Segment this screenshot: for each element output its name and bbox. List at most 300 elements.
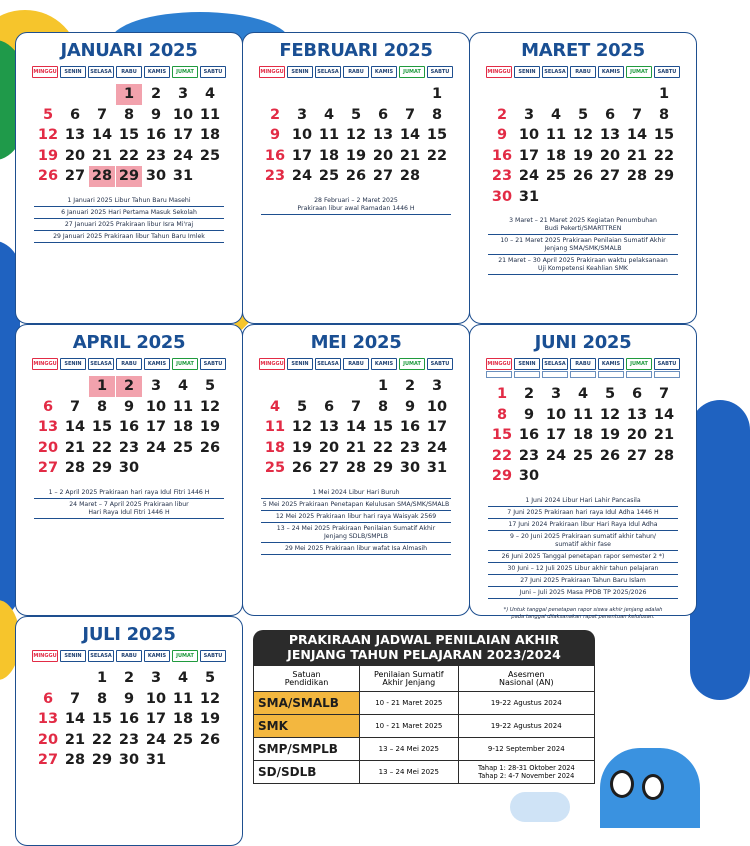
month-card — [15, 324, 243, 616]
day-cell: 5 — [204, 670, 216, 686]
day-cell: 23 — [518, 447, 540, 464]
day-cell: 27 — [372, 168, 394, 184]
weekday-label: JUMAT — [172, 650, 198, 662]
day-cell: 29 — [116, 166, 142, 187]
event-note: 27 Januari 2025 Prakiraan libur Isra Mi'raj — [34, 219, 224, 231]
weekday-label: KAMIS — [598, 358, 624, 370]
weekday-header-row — [16, 66, 242, 78]
day-cell: 25 — [172, 731, 194, 748]
weekday-header-row — [470, 66, 696, 78]
day-cell: 25 — [172, 439, 194, 456]
day-cell: 18 — [318, 147, 340, 164]
day-cell: 6 — [323, 398, 335, 415]
empty-cell — [35, 376, 61, 397]
day-cell: 18 — [264, 439, 286, 456]
day-cell: 12 — [37, 127, 59, 143]
day-cell: 26 — [199, 731, 221, 748]
day-cell: 2 — [123, 670, 135, 686]
day-cell: 16 — [118, 419, 140, 435]
empty-cell — [370, 84, 396, 105]
weekday-label: SELASA — [315, 358, 341, 370]
arabic-weekday-label — [570, 371, 596, 378]
day-cell: 3 — [296, 106, 308, 123]
day-cell: 11 — [545, 127, 567, 143]
weekday-label: SENIN — [60, 650, 86, 662]
weekday-header-row — [16, 650, 242, 662]
empty-cell — [62, 84, 88, 105]
day-cell: 30 — [518, 468, 540, 484]
day-cell: 7 — [69, 398, 81, 415]
arabic-weekday-label — [654, 371, 680, 378]
day-cell: 10 — [172, 106, 194, 123]
day-cell: 11 — [172, 398, 194, 415]
empty-cell — [35, 84, 61, 105]
sumatif-cell: 10 - 21 Maret 2025 — [360, 715, 459, 738]
weekday-label: JUMAT — [399, 66, 425, 78]
empty-cell — [35, 668, 61, 689]
day-cell: 21 — [626, 147, 648, 164]
arabic-weekday-row — [470, 371, 696, 378]
day-cell: 20 — [37, 731, 59, 748]
day-cell: 13 — [37, 711, 59, 727]
day-cell: 12 — [199, 398, 221, 415]
day-cell: 28 — [64, 460, 86, 476]
day-cell: 20 — [599, 147, 621, 164]
day-cell: 18 — [172, 419, 194, 435]
day-cell: 15 — [653, 127, 675, 143]
day-cell: 12 — [291, 419, 313, 435]
day-cell: 11 — [172, 690, 194, 707]
arabic-weekday-label — [626, 371, 652, 378]
event-note: 26 Juni 2025 Tanggal penetapan rapor semester 2 *) — [488, 551, 678, 563]
day-cell: 26 — [599, 447, 621, 464]
weekday-label: MINGGU — [486, 358, 512, 370]
day-cell: 26 — [572, 168, 594, 184]
day-cell: 12 — [599, 406, 621, 423]
day-cell: 11 — [199, 106, 221, 123]
day-cell: 5 — [604, 386, 616, 402]
day-cell: 25 — [199, 147, 221, 164]
day-cell: 6 — [604, 106, 616, 123]
day-cell: 8 — [496, 406, 508, 423]
event-note: 17 Juni 2024 Prakiraan libur Hari Raya Idul Adha — [488, 519, 678, 531]
day-cell: 13 — [37, 419, 59, 435]
day-cell: 10 — [545, 406, 567, 423]
event-notes — [34, 195, 224, 243]
day-cell: 30 — [491, 188, 513, 205]
day-cell: 2 — [523, 386, 535, 402]
event-note: 12 Mei 2025 Prakiraan libur hari raya Waisyak 2569 — [261, 511, 451, 523]
day-cell: 14 — [345, 419, 367, 435]
day-cell: 8 — [377, 398, 389, 415]
day-cell: 23 — [118, 439, 140, 456]
day-cell: 17 — [426, 419, 448, 435]
weekday-label: RABU — [570, 358, 596, 370]
empty-cell — [289, 376, 315, 397]
day-cell: 15 — [91, 711, 113, 727]
day-cell: 31 — [426, 460, 448, 476]
header-satuan: Satuan Pendidikan — [254, 666, 360, 692]
day-cell: 17 — [172, 127, 194, 143]
day-cell: 27 — [318, 460, 340, 476]
day-cell: 24 — [145, 731, 167, 748]
event-note: 6 Januari 2025 Hari Pertama Masuk Sekolah — [34, 207, 224, 219]
month-title: JANUARI 2025 — [60, 40, 198, 61]
event-note: 1 Mei 2024 Libur Hari Buruh — [261, 487, 451, 499]
day-cell: 8 — [431, 106, 443, 123]
day-cell: 14 — [399, 127, 421, 143]
mascot-eye-right — [642, 774, 664, 800]
day-cell: 14 — [91, 127, 113, 143]
day-cell: 16 — [491, 147, 513, 164]
day-cell: 13 — [626, 406, 648, 423]
empty-cell — [489, 84, 515, 105]
day-cell: 21 — [91, 147, 113, 164]
day-cell: 29 — [491, 468, 513, 484]
day-cell: 2 — [404, 378, 416, 394]
empty-cell — [343, 84, 369, 105]
arabic-weekday-label — [486, 371, 512, 378]
event-note: 5 Mei 2025 Prakiraan Penetapan Kelulusan SMA/SMK/SMALB — [261, 499, 451, 511]
day-cell: 28 — [653, 447, 675, 464]
day-cell: 16 — [145, 127, 167, 143]
day-cell: 5 — [296, 398, 308, 415]
month-title: JULI 2025 — [82, 624, 176, 645]
weekday-label: SENIN — [287, 66, 313, 78]
day-cell: 15 — [372, 419, 394, 435]
weekday-label: SABTU — [654, 358, 680, 370]
weekday-header-row — [470, 358, 696, 370]
empty-cell — [89, 84, 115, 105]
weekday-label: KAMIS — [371, 358, 397, 370]
day-cell: 11 — [264, 419, 286, 435]
month-card — [15, 616, 243, 846]
day-cell: 4 — [177, 378, 189, 394]
header-sumatif: Penilaian Sumatif Akhir Jenjang — [360, 666, 459, 692]
weekday-label: SELASA — [542, 358, 568, 370]
day-cell: 4 — [323, 106, 335, 123]
weekday-label: MINGGU — [32, 650, 58, 662]
event-note: 24 Maret – 7 April 2025 Prakiraan libur Hari Raya Idul Fitri 1446 H — [34, 499, 224, 519]
day-cell: 25 — [572, 447, 594, 464]
day-grid — [470, 84, 696, 207]
day-cell: 9 — [150, 106, 162, 123]
weekday-label: SELASA — [88, 358, 114, 370]
day-cell: 6 — [42, 398, 54, 415]
day-grid — [243, 84, 469, 187]
weekday-label: SABTU — [200, 66, 226, 78]
day-cell: 1 — [89, 376, 115, 397]
empty-cell — [624, 84, 650, 105]
day-cell: 7 — [350, 398, 362, 415]
day-cell: 27 — [37, 752, 59, 768]
day-cell: 3 — [177, 86, 189, 102]
day-cell: 4 — [204, 86, 216, 102]
level-cell: SMA/SMALB — [254, 692, 360, 715]
day-cell: 22 — [491, 447, 513, 464]
day-cell: 22 — [91, 731, 113, 748]
weekday-label: RABU — [570, 66, 596, 78]
day-cell: 7 — [658, 386, 670, 402]
level-cell: SMK — [254, 715, 360, 738]
arabic-weekday-label — [598, 371, 624, 378]
day-cell: 3 — [150, 670, 162, 686]
day-cell: 4 — [269, 398, 281, 415]
day-cell: 2 — [150, 86, 162, 102]
day-cell: 21 — [653, 427, 675, 443]
sumatif-cell: 10 - 21 Maret 2025 — [360, 692, 459, 715]
day-cell: 6 — [631, 386, 643, 402]
month-card — [15, 32, 243, 324]
day-cell: 22 — [372, 439, 394, 456]
day-cell: 28 — [345, 460, 367, 476]
day-cell: 18 — [545, 147, 567, 164]
day-grid — [243, 376, 469, 479]
day-cell: 10 — [145, 690, 167, 707]
day-cell: 12 — [199, 690, 221, 707]
day-cell: 20 — [626, 427, 648, 443]
weekday-label: RABU — [116, 650, 142, 662]
day-cell: 23 — [399, 439, 421, 456]
weekday-label: SENIN — [514, 358, 540, 370]
day-cell: 25 — [545, 168, 567, 184]
day-cell: 2 — [496, 106, 508, 123]
empty-cell — [316, 84, 342, 105]
level-cell: SD/SDLB — [254, 761, 360, 784]
day-cell: 22 — [91, 439, 113, 456]
weekday-label: KAMIS — [144, 650, 170, 662]
weekday-label: SELASA — [315, 66, 341, 78]
event-note: 27 Juni 2025 Prakiraan Tahun Baru Islam — [488, 575, 678, 587]
day-cell: 28 — [64, 752, 86, 768]
mascot-eye-left — [610, 770, 634, 798]
day-cell: 20 — [37, 439, 59, 456]
day-cell: 28 — [399, 168, 421, 184]
day-cell: 2 — [116, 376, 142, 397]
day-cell: 27 — [37, 460, 59, 476]
mascot-character — [600, 748, 700, 828]
weekday-header-row — [16, 358, 242, 370]
day-cell: 1 — [377, 378, 389, 394]
weekday-label: SENIN — [287, 358, 313, 370]
empty-cell — [597, 84, 623, 105]
level-cell: SMP/SMPLB — [254, 738, 360, 761]
event-notes — [488, 215, 678, 275]
weekday-label: RABU — [116, 66, 142, 78]
day-grid — [16, 668, 242, 771]
weekday-label: SABTU — [654, 66, 680, 78]
day-cell: 10 — [518, 127, 540, 143]
sumatif-cell: 13 – 24 Mei 2025 — [360, 761, 459, 784]
event-note: 21 Maret – 30 April 2025 Prakiraan waktu pelaksanaan Uji Kompetensi Keahlian SMK — [488, 255, 678, 275]
day-cell: 13 — [372, 127, 394, 143]
day-cell: 8 — [96, 690, 108, 707]
event-notes — [261, 487, 451, 555]
sumatif-cell: 13 – 24 Mei 2025 — [360, 738, 459, 761]
day-cell: 18 — [172, 711, 194, 727]
day-cell: 7 — [404, 106, 416, 123]
day-cell: 18 — [572, 427, 594, 443]
weekday-label: MINGGU — [259, 358, 285, 370]
day-grid — [16, 84, 242, 187]
arabic-weekday-label — [514, 371, 540, 378]
day-cell: 3 — [523, 106, 535, 123]
day-cell: 24 — [426, 439, 448, 456]
weekday-label: SENIN — [60, 358, 86, 370]
weekday-label: JUMAT — [172, 358, 198, 370]
day-cell: 25 — [264, 460, 286, 476]
day-cell: 17 — [545, 427, 567, 443]
day-cell: 11 — [572, 406, 594, 423]
day-cell: 30 — [399, 460, 421, 476]
event-note: 7 Juni 2025 Prakiraan hari raya Idul Adha 1446 H — [488, 507, 678, 519]
day-cell: 29 — [653, 168, 675, 184]
day-cell: 2 — [269, 106, 281, 123]
weekday-label: JUMAT — [399, 358, 425, 370]
day-cell: 3 — [431, 378, 443, 394]
day-cell: 4 — [577, 386, 589, 402]
weekday-label: KAMIS — [598, 66, 624, 78]
day-cell: 17 — [145, 711, 167, 727]
event-note: Juni – Juli 2025 Masa PPDB TP 2025/2026 — [488, 587, 678, 599]
day-cell: 5 — [42, 106, 54, 123]
month-title: JUNI 2025 — [534, 332, 632, 353]
footnote: *) Untuk tanggal penetapan rapor siswa akhir jenjang adalah pada tanggal dilaksanakan rapat penentuan kelulusan. — [503, 607, 663, 620]
empty-cell — [397, 84, 423, 105]
weekday-label: MINGGU — [32, 358, 58, 370]
event-note: 29 Mei 2025 Prakiraan libur wafat Isa Almasih — [261, 543, 451, 555]
day-cell: 20 — [64, 147, 86, 164]
month-card — [469, 32, 697, 324]
day-cell: 26 — [37, 168, 59, 184]
day-cell: 17 — [291, 147, 313, 164]
day-cell: 9 — [269, 127, 281, 143]
month-card — [242, 324, 470, 616]
day-cell: 20 — [318, 439, 340, 456]
day-cell: 1 — [431, 86, 443, 102]
event-note: 10 – 21 Maret 2025 Prakiraan Penilaian Sumatif Akhir Jenjang SMA/SMK/SMALB — [488, 235, 678, 255]
day-cell: 3 — [550, 386, 562, 402]
day-cell: 23 — [491, 168, 513, 184]
day-cell: 28 — [89, 166, 115, 187]
empty-cell — [262, 84, 288, 105]
day-cell: 31 — [172, 168, 194, 184]
weekday-label: RABU — [116, 358, 142, 370]
day-cell: 21 — [345, 439, 367, 456]
day-cell: 5 — [350, 106, 362, 123]
empty-cell — [516, 84, 542, 105]
event-note: 3 Maret – 21 Maret 2025 Kegiatan Penumbuhan Budi Pekerti/SMARTTREN — [488, 215, 678, 235]
event-note: 29 Januari 2025 Prakiraan libur Tahun Baru Imlek — [34, 231, 224, 243]
month-title: FEBRUARI 2025 — [279, 40, 433, 61]
table-row — [254, 715, 595, 738]
day-cell: 21 — [64, 439, 86, 456]
day-cell: 9 — [123, 690, 135, 707]
day-cell: 9 — [123, 398, 135, 415]
day-cell: 6 — [42, 690, 54, 707]
empty-cell — [543, 84, 569, 105]
event-note: 9 – 20 Juni 2025 Prakiraan sumatif akhir tahun/ sumatif akhir fase — [488, 531, 678, 551]
day-cell: 23 — [145, 147, 167, 164]
day-cell: 30 — [145, 168, 167, 184]
day-cell: 12 — [345, 127, 367, 143]
month-card — [242, 32, 470, 324]
day-cell: 26 — [345, 168, 367, 184]
day-cell: 1 — [96, 670, 108, 686]
day-cell: 14 — [626, 127, 648, 143]
day-cell: 13 — [599, 127, 621, 143]
day-cell: 5 — [577, 106, 589, 123]
day-cell: 10 — [426, 398, 448, 415]
event-note: 13 – 24 Mei 2025 Prakiraan Penilaian Sumatif Akhir Jenjang SDLB/SMPLB — [261, 523, 451, 543]
assessment-schedule-table — [253, 630, 595, 784]
day-cell: 1 — [496, 386, 508, 402]
day-cell: 14 — [64, 711, 86, 727]
weekday-label: SELASA — [88, 650, 114, 662]
header-an: Asesmen Nasional (AN) — [458, 666, 594, 692]
day-cell: 10 — [145, 398, 167, 415]
day-cell: 27 — [599, 168, 621, 184]
weekday-label: SABTU — [427, 358, 453, 370]
weekday-label: RABU — [343, 66, 369, 78]
day-cell: 20 — [372, 147, 394, 164]
empty-cell — [62, 668, 88, 689]
day-cell: 21 — [64, 731, 86, 748]
weekday-label: JUMAT — [626, 66, 652, 78]
month-title: MARET 2025 — [521, 40, 645, 61]
empty-cell — [62, 376, 88, 397]
empty-cell — [262, 376, 288, 397]
an-cell: 19-22 Agustus 2024 — [458, 692, 594, 715]
day-cell: 9 — [404, 398, 416, 415]
decor-cloud — [510, 792, 570, 822]
day-cell: 30 — [118, 752, 140, 768]
day-cell: 24 — [518, 168, 540, 184]
event-note: 1 Juni 2024 Libur Hari Lahir Pancasila — [488, 495, 678, 507]
day-cell: 27 — [626, 447, 648, 464]
weekday-label: MINGGU — [32, 66, 58, 78]
day-cell: 17 — [518, 147, 540, 164]
weekday-label: SABTU — [427, 66, 453, 78]
day-cell: 31 — [145, 752, 167, 768]
day-cell: 28 — [626, 168, 648, 184]
day-cell: 14 — [64, 419, 86, 435]
an-cell: 9-12 September 2024 — [458, 738, 594, 761]
day-cell: 19 — [291, 439, 313, 456]
day-cell: 25 — [318, 168, 340, 184]
day-cell: 16 — [518, 427, 540, 443]
day-cell: 24 — [172, 147, 194, 164]
day-cell: 9 — [523, 406, 535, 423]
day-cell: 15 — [91, 419, 113, 435]
event-notes — [488, 495, 678, 622]
weekday-label: KAMIS — [144, 66, 170, 78]
day-cell: 12 — [572, 127, 594, 143]
day-cell: 5 — [204, 378, 216, 394]
weekday-label: RABU — [343, 358, 369, 370]
day-cell: 22 — [118, 147, 140, 164]
weekday-label: SELASA — [88, 66, 114, 78]
day-cell: 16 — [399, 419, 421, 435]
day-cell: 1 — [658, 86, 670, 102]
day-cell: 7 — [96, 106, 108, 123]
table-row — [254, 761, 595, 784]
day-cell: 10 — [291, 127, 313, 143]
weekday-label: MINGGU — [259, 66, 285, 78]
event-note: 28 Februari – 2 Maret 2025 Prakiraan libur awal Ramadan 1446 H — [261, 195, 451, 215]
weekday-label: SABTU — [200, 358, 226, 370]
day-cell: 24 — [545, 447, 567, 464]
